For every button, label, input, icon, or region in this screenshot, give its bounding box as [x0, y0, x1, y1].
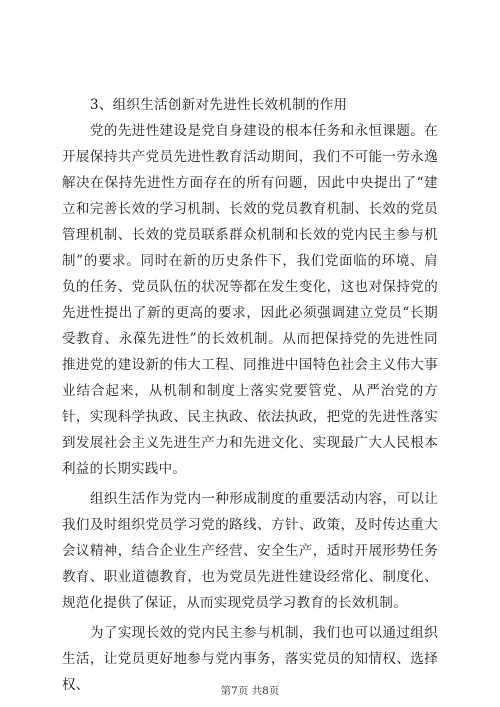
section-heading: 3、组织生活创新对先进性长效机制的作用	[90, 97, 348, 113]
paragraph: 党的先进性建设是党自身建设的根本任务和永恒课题。在开展保持共产党员先进性教育活动期间，我们不可能一劳永逸解决在保持先进性方面存在的所有问题，因此中央提出了“建立和完善长效的学习机制、长效的党员教育机制、长效的党员管理机制、长效的党员联系群众机制和长效的党内民主参与机制”的要求。同时在新的历史条件下，我们党面临的环境、肩负的任务、党员队伍的状况等都在发生变化，这也对保持党的先进性提出了新的更高的要求，因此必须强调建立党员“长期受教育、永葆先进性”的长效机制。从而把保持党的先进性同推进党的建设新的伟大工程、同推进中国特色社会主义伟大事业结合起来，从机制和制度上落实党要管党、从严治党的方针，实现科学执政、民主执政、依法执政，把党的先进性落实到发展社会主义先进生产力和先进文化、实现最广大人民根本利益的长期实践中。	[62, 123, 438, 477]
paragraph: 为了实现长效的党内民主参与机制，我们也可以通过组织生活，让党员更好地参与党内事务，落实党员的知情权、选择权、	[62, 625, 438, 693]
document-body	[62, 92, 438, 698]
paragraph: 组织生活作为党内一种形成制度的重要活动内容，可以让我们及时组织党员学习党的路线、方针、政策，及时传达重大会议精神，结合企业生产经营、安全生产，适时开展形势任务教育、职业道德教育，也为党员先进性建设经常化、制度化、规范化提供了保证，从而实现党员学习教育的长效机制。	[62, 491, 438, 611]
page-number-footer: 第7页 共8页	[220, 685, 280, 697]
